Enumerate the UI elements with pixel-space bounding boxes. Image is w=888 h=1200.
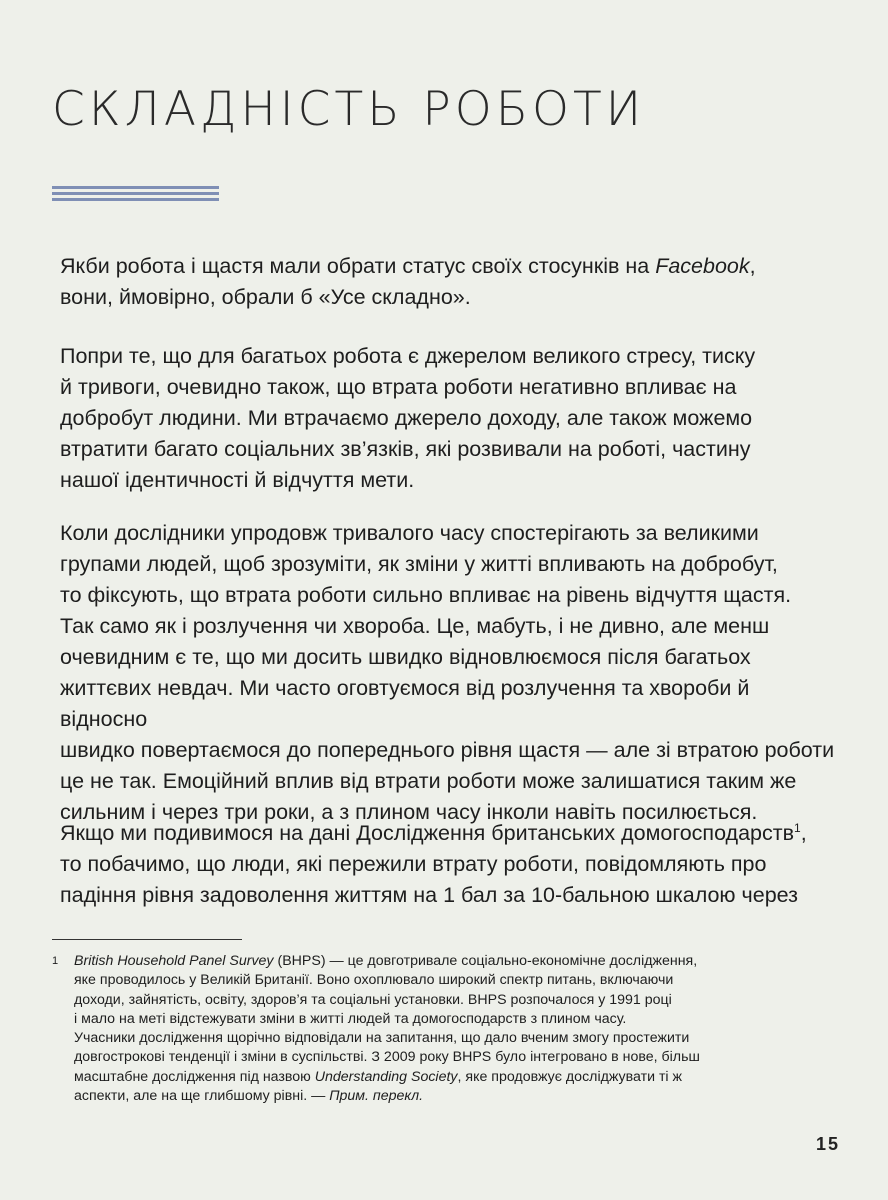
- footnote-reference[interactable]: 1: [794, 820, 801, 835]
- footnote-text-a: (BHPS) — це довготривале соціально-економічне дослідження, яке проводилось у Великій Британії. Воно охоплювало широкий спектр питань, включаючи доходи, зайнятість, освіту, здоров’я та соціальні установки. BHPS розпочалося у 1991 році і мало на меті відстежувати зміни в житті людей та домогосподарств з плином часу. Учасники дослідження щорічно відповідали на запитання, що дало вченим змогу простежити довгострокові тенденції і зміни в суспільстві. З 2009 року BHPS було інтегровано в нове, більш масштабне дослідження під назвою: [74, 953, 700, 1085]
- footnote-text: [74, 952, 792, 1106]
- paragraph-2: Попри те, що для багатьох робота є джерелом великого стресу, тиску й тривоги, очевидно також, що втрата роботи негативно впливає на добробут людини. Ми втрачаємо джерело доходу, але також можемо втратити багато соціальних зв’язків, які розвивали на роботі, частину нашої ідентичності й відчуття мети.: [60, 344, 756, 492]
- paragraph-4-text-end: , то побачимо, що люди, які пережили втрату роботи, повідомляють про падіння рівня задоволення життям на 1 бал за 10-бальною шкалою через: [60, 821, 807, 907]
- footnote-italic-mid: Understanding Society: [314, 1068, 458, 1085]
- page-number: 15: [815, 1134, 840, 1154]
- footnote-divider: [52, 939, 242, 940]
- paragraph-4: [60, 818, 840, 911]
- paragraph-1: [60, 251, 840, 313]
- chapter-title: СКЛАДНІСТЬ РОБОТИ: [52, 82, 646, 137]
- footnote-italic-lead: British Household Panel Survey: [74, 953, 274, 969]
- paragraph-3: Коли дослідники упродовж тривалого часу спостерігають за великими групами людей, щоб зрозуміти, як зміни у житті впливають на добробут, то фіксують, що втрата роботи сильно впливає на рівень відчуття щастя. Так само як і розлучення чи хвороба. Це, мабуть, і не дивно, але менш очевидним є те, що ми досить швидко відновлюємося після багатьох життєвих невдач. Ми часто оговтуємося від розлучення та хвороби й відносно швидко повертаємося до попереднього рівня щастя — але зі втратою роботи це не так. Емоційний вплив від втрати роботи може залишатися таким же сильним і через три роки, а з плином часу інколи навіть посилюється.: [60, 521, 835, 824]
- paragraph-1-text-end: , вони, ймовірно, обрали б «Усе складно».: [60, 254, 756, 309]
- footnote-text-b: , яке продовжує досліджувати ті ж аспекти, але на ще глибшому рівні. —: [74, 1068, 683, 1105]
- decorative-rule: [52, 198, 219, 201]
- paragraph-1-italic: Facebook: [655, 254, 750, 278]
- decorative-rule: [52, 192, 219, 195]
- paragraph-1-text: Якби робота і щастя мали обрати статус своїх стосунків на: [60, 254, 656, 278]
- paragraph-4-text: Якщо ми подивимося на дані Дослідження британських домогосподарств: [60, 821, 795, 845]
- decorative-rule: [52, 186, 219, 189]
- footnote-number: 1: [52, 955, 59, 967]
- footnote-italic-end: Прим. перекл.: [329, 1088, 424, 1105]
